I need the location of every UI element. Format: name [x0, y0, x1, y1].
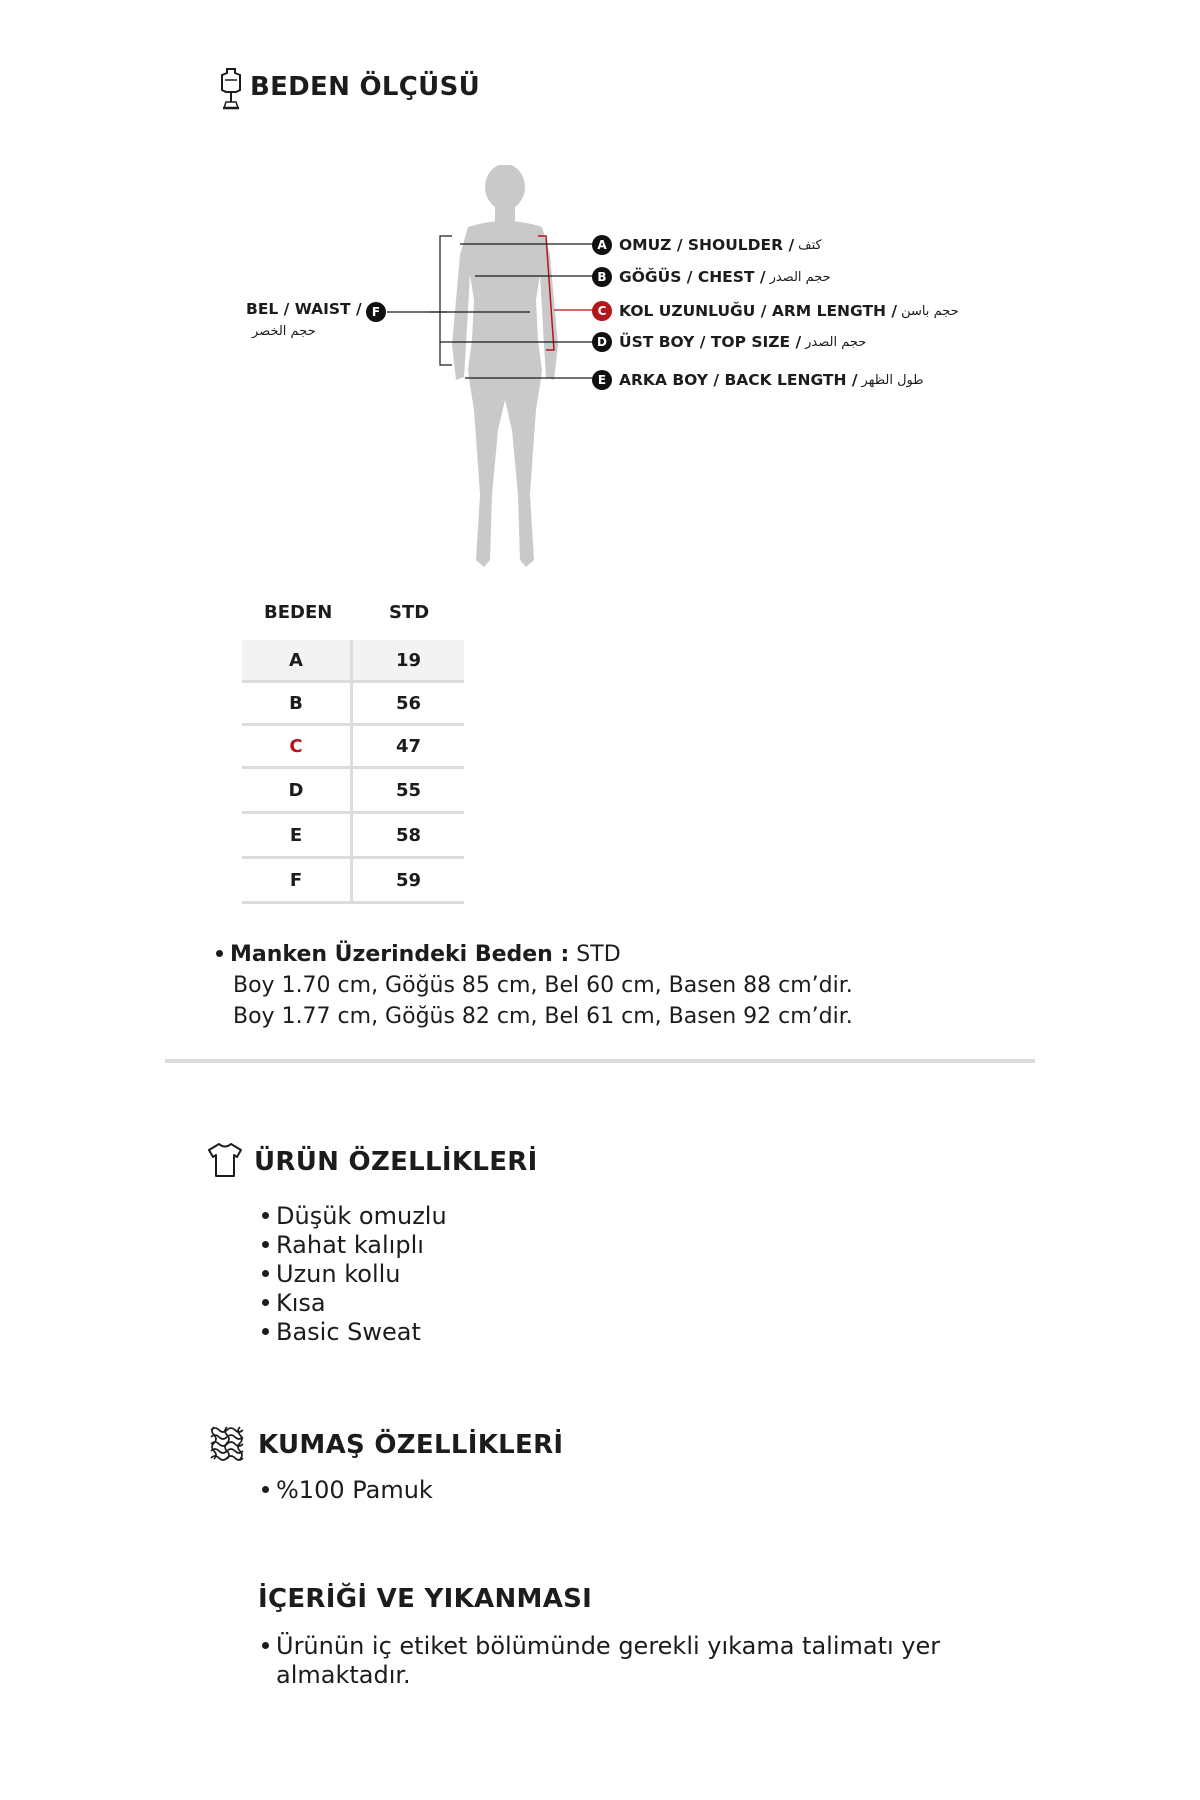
bullet [262, 1486, 269, 1493]
product-features-list [262, 1202, 447, 1347]
bullet [262, 1642, 269, 1649]
table-row [242, 859, 464, 904]
measurement-d-arabic: حجم الصدر [805, 334, 867, 350]
bullet [216, 950, 223, 957]
measurement-b-text: GÖĞÜS / CHEST / [619, 268, 766, 286]
measurement-label-a [592, 235, 822, 255]
list-item [262, 1632, 940, 1661]
badge-b: B [592, 267, 612, 287]
badge-a: A [592, 235, 612, 255]
table-row [242, 640, 464, 683]
measurement-e-arabic: طول الظهر [861, 372, 924, 388]
table-row [242, 769, 464, 814]
table-cell-size: E [242, 814, 353, 856]
measurement-label-e [592, 370, 924, 390]
list-item [262, 1318, 447, 1347]
model-info-line-1: Boy 1.70 cm, Göğüs 85 cm, Bel 60 cm, Basen 88 cm’dir. [233, 973, 853, 998]
waist-badge: F [366, 302, 386, 322]
measurement-lines [430, 230, 600, 380]
table-cell-std: 55 [395, 779, 422, 801]
table-row [242, 814, 464, 859]
table-cell-std: 47 [395, 735, 422, 757]
model-info-label: Manken Üzerindeki Beden : [230, 942, 570, 967]
fabric-features-title: KUMAŞ ÖZELLİKLERİ [258, 1430, 564, 1460]
measurement-d-text: ÜST BOY / TOP SIZE / [619, 333, 802, 351]
care-line-2: almaktadır. [276, 1661, 411, 1689]
measurement-b-arabic: حجم الصدر [769, 269, 831, 285]
table-cell-std: 56 [395, 692, 422, 714]
fabric-features-list [262, 1476, 433, 1505]
list-item-text: Uzun kollu [276, 1260, 401, 1288]
measurement-label-c [592, 301, 959, 321]
measurement-a-text: OMUZ / SHOULDER / [619, 236, 795, 254]
bullet [262, 1299, 269, 1306]
badge-c: C [592, 301, 612, 321]
list-item-text: Kısa [276, 1289, 326, 1317]
measurement-c-arabic: حجم باسن [901, 303, 959, 319]
table-header-std: STD [389, 602, 430, 623]
measurement-c-text: KOL UZUNLUĞU / ARM LENGTH / [619, 302, 898, 320]
waist-line [387, 305, 447, 315]
bullet [262, 1241, 269, 1248]
list-item-text: Düşük omuzlu [276, 1202, 447, 1230]
list-item [262, 1476, 433, 1505]
list-item [262, 1260, 447, 1289]
table-header-size: BEDEN [264, 602, 333, 623]
list-item-continuation [262, 1661, 940, 1690]
waist-label-arabic: حجم الخصر [252, 324, 316, 339]
section-divider [165, 1059, 1035, 1063]
measurement-label-b [592, 267, 831, 287]
table-cell-std: 58 [395, 824, 422, 846]
table-cell-size: B [242, 683, 353, 723]
badge-d: D [592, 332, 612, 352]
model-info-heading [216, 942, 621, 967]
waist-label [246, 300, 362, 318]
table-row [242, 726, 464, 769]
mannequin-icon [218, 66, 244, 112]
product-features-title: ÜRÜN ÖZELLİKLERİ [254, 1147, 538, 1177]
table-row [242, 683, 464, 726]
bullet [262, 1212, 269, 1219]
list-item [262, 1231, 447, 1260]
table-cell-size: C [242, 726, 353, 766]
bullet [262, 1328, 269, 1335]
badge-e: E [592, 370, 612, 390]
table-cell-std: 59 [395, 869, 422, 891]
table-cell-size: A [242, 640, 353, 680]
measurement-label-d [592, 332, 866, 352]
list-item-text: Rahat kalıplı [276, 1231, 424, 1259]
measurement-e-text: ARKA BOY / BACK LENGTH / [619, 371, 858, 389]
table-cell-size: F [242, 859, 353, 901]
size-section-title: BEDEN ÖLÇÜSÜ [250, 72, 481, 102]
waist-label-text: BEL / WAIST / [246, 300, 362, 318]
model-info-value: STD [569, 942, 621, 967]
list-item-text: Basic Sweat [276, 1318, 421, 1346]
bullet [262, 1270, 269, 1277]
list-item [262, 1202, 447, 1231]
measurement-a-arabic: كتف [798, 237, 822, 253]
list-item [262, 1289, 447, 1318]
model-info-line-2: Boy 1.77 cm, Göğüs 82 cm, Bel 61 cm, Basen 92 cm’dir. [233, 1004, 853, 1029]
care-list [262, 1632, 940, 1690]
care-line-1: Ürünün iç etiket bölümünde gerekli yıkama talimatı yer [276, 1632, 941, 1660]
tshirt-icon [206, 1141, 244, 1179]
table-cell-std: 19 [395, 649, 422, 671]
table-cell-size: D [242, 769, 353, 811]
list-item-text: %100 Pamuk [276, 1476, 433, 1504]
care-title: İÇERİĞİ VE YIKANMASI [258, 1584, 593, 1614]
fabric-pattern-icon [208, 1424, 246, 1462]
